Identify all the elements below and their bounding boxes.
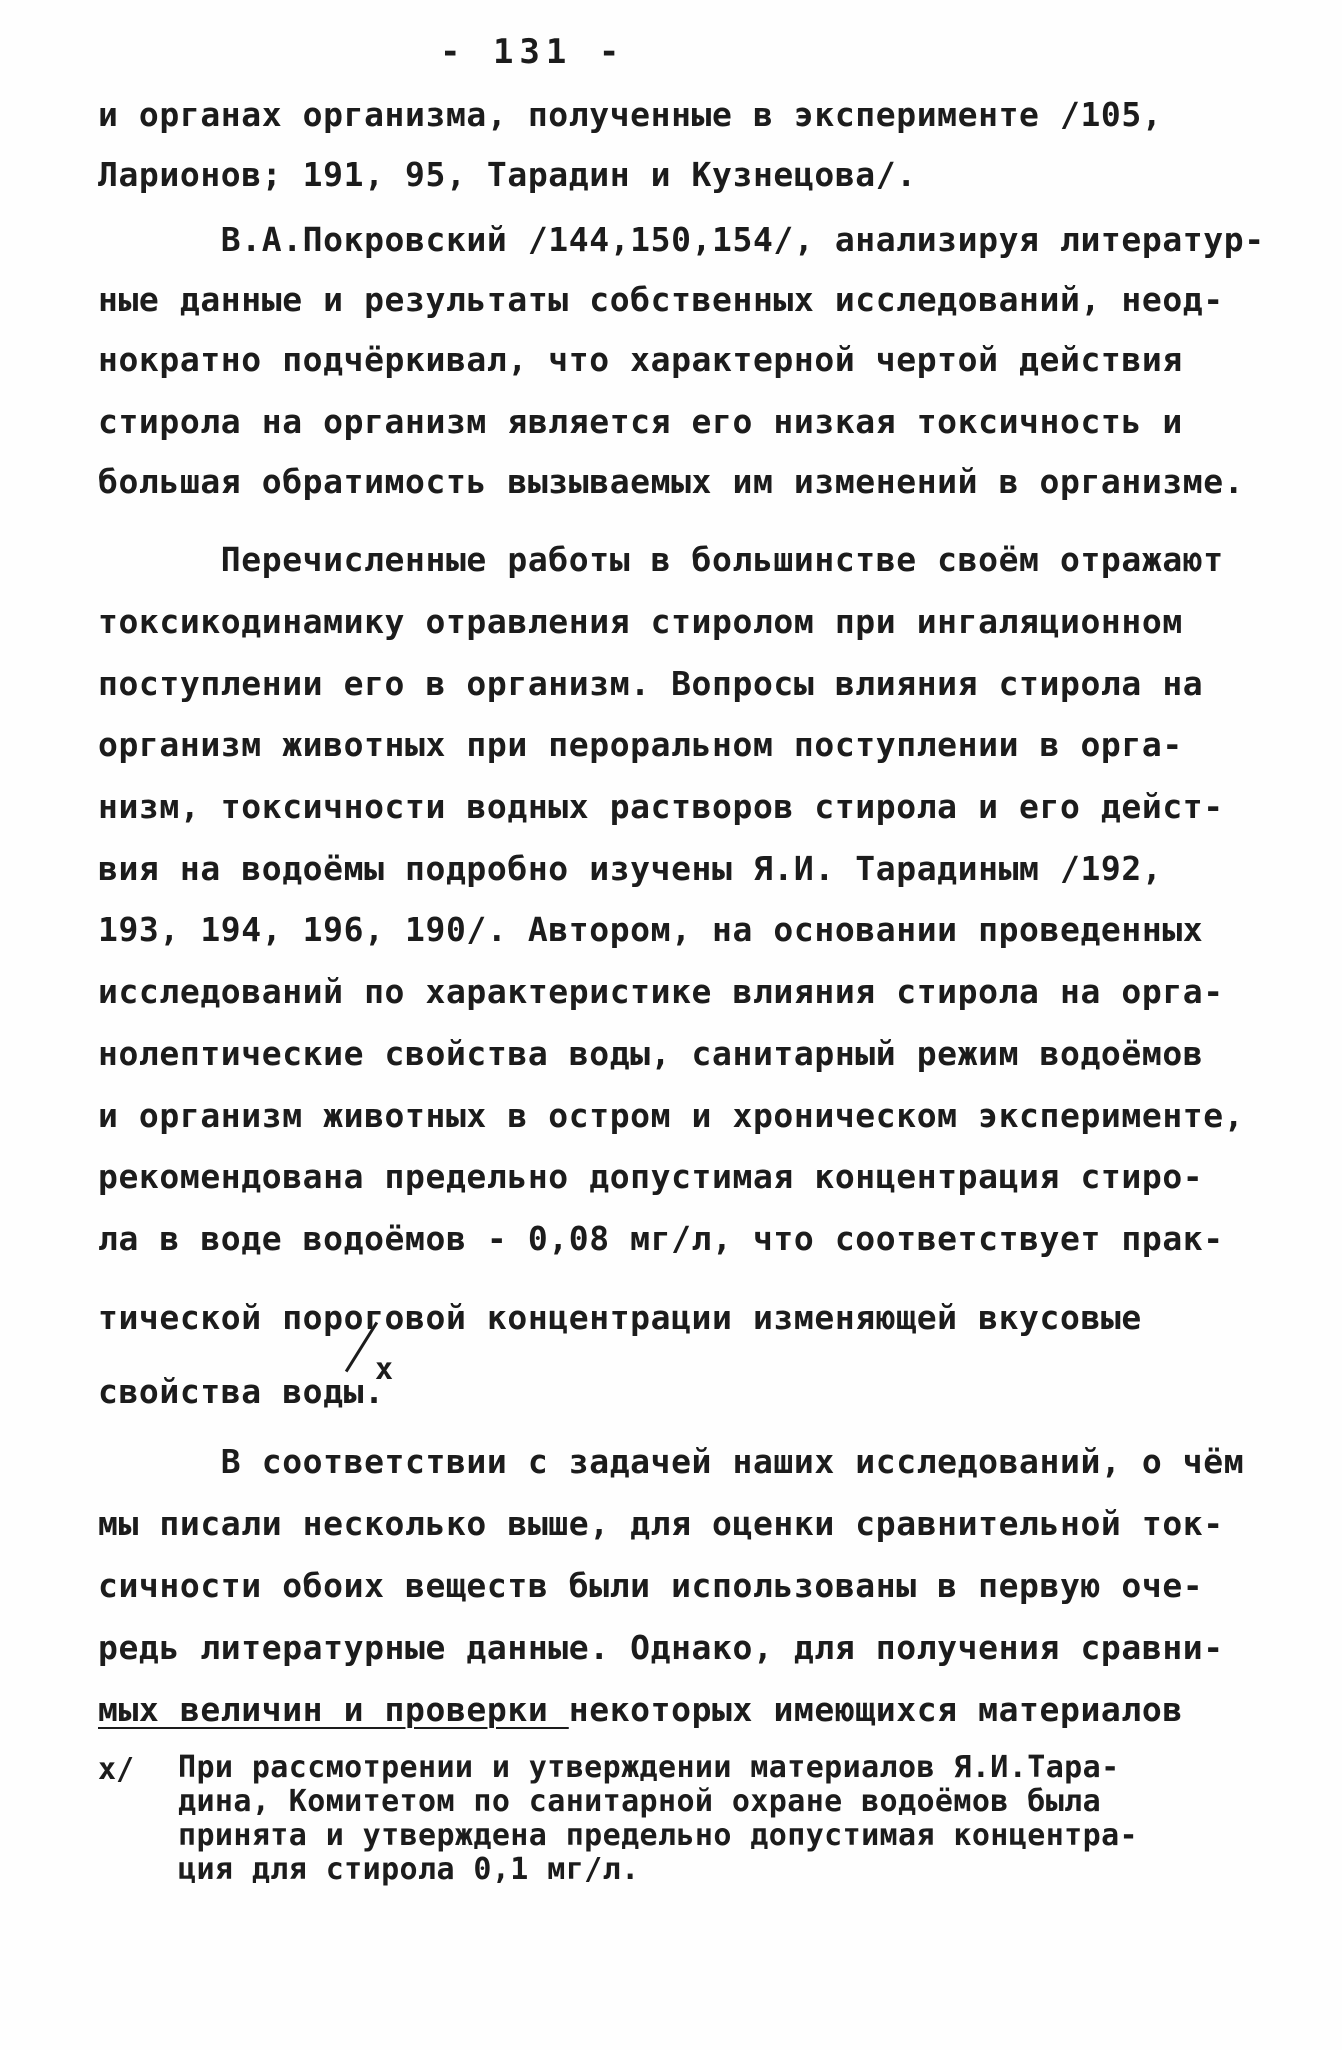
text-line: редь литературные данные. Однако, для получения сравни- xyxy=(98,1628,1224,1667)
text-line: В.А.Покровский /144,150,154/, анализируя литератур- xyxy=(98,220,1265,259)
text-line: рекомендована предельно допустимая концентрация стиро- xyxy=(98,1157,1204,1196)
text-line: нолептические свойства воды, санитарный режим водоёмов xyxy=(98,1034,1204,1073)
text-line: организм животных при пероральном поступлении в орга- xyxy=(98,725,1183,764)
text-line: ла в воде водоёмов - 0,08 мг/л, что соответствует прак- xyxy=(98,1219,1224,1258)
text-line: 193, 194, 196, 190/. Автором, на основании проведенных xyxy=(98,910,1204,949)
text-line: тической пороговой концентрации изменяющей вкусовые xyxy=(98,1298,1142,1337)
footnote-line: дина, Комитетом по санитарной охране водоёмов была xyxy=(178,1784,1102,1819)
text-line: стирола на организм является его низкая токсичность и xyxy=(98,402,1183,441)
text-line: свойства воды. xyxy=(98,1372,385,1411)
text-line: большая обратимость вызываемых им изменений в организме. xyxy=(98,462,1245,501)
text-line: и организм животных в остром и хроническом эксперименте, xyxy=(98,1096,1245,1135)
text-line: мы писали несколько выше, для оценки сравнительной ток- xyxy=(98,1504,1224,1543)
footnote-label: x/ xyxy=(98,1752,135,1787)
text-line: Перечисленные работы в большинстве своём отражают xyxy=(98,540,1224,579)
text-line: нократно подчёркивал, что характерной чертой действия xyxy=(98,340,1183,379)
text-line: и органах организма, полученные в эксперименте /105, xyxy=(98,95,1163,134)
text-line: токсикодинамику отравления стиролом при ингаляционном xyxy=(98,602,1183,641)
text-line-last xyxy=(98,1690,1183,1730)
footnote-marker: x xyxy=(375,1352,394,1387)
text-line: низм, токсичности водных растворов стирола и его дейст- xyxy=(98,787,1224,826)
page-number: - 131 - xyxy=(440,32,626,72)
footnote-line: При рассмотрении и утверждении материалов Я.И.Тара- xyxy=(178,1750,1120,1785)
text-line: поступлении его в организм. Вопросы влияния стирола на xyxy=(98,664,1204,703)
text-line: исследований по характеристике влияния стирола на орга- xyxy=(98,972,1224,1011)
text-line: сичности обоих веществ были использованы в первую оче- xyxy=(98,1566,1204,1605)
footnote-line: принята и утверждена предельно допустимая концентра- xyxy=(178,1818,1138,1853)
text-line-rest: некоторых имеющихся материалов xyxy=(568,1690,1183,1729)
text-line: Ларионов; 191, 95, Тарадин и Кузнецова/. xyxy=(98,155,917,194)
text-line: вия на водоёмы подробно изучены Я.И. Тарадиным /192, xyxy=(98,849,1163,888)
underlined-phrase: мых величин и проверки xyxy=(98,1690,569,1729)
text-line: ные данные и результаты собственных исследований, неод- xyxy=(98,280,1224,319)
footnote-line: ция для стирола 0,1 мг/л. xyxy=(178,1852,640,1887)
text-line: В соответствии с задачей наших исследований, о чём xyxy=(98,1442,1245,1481)
